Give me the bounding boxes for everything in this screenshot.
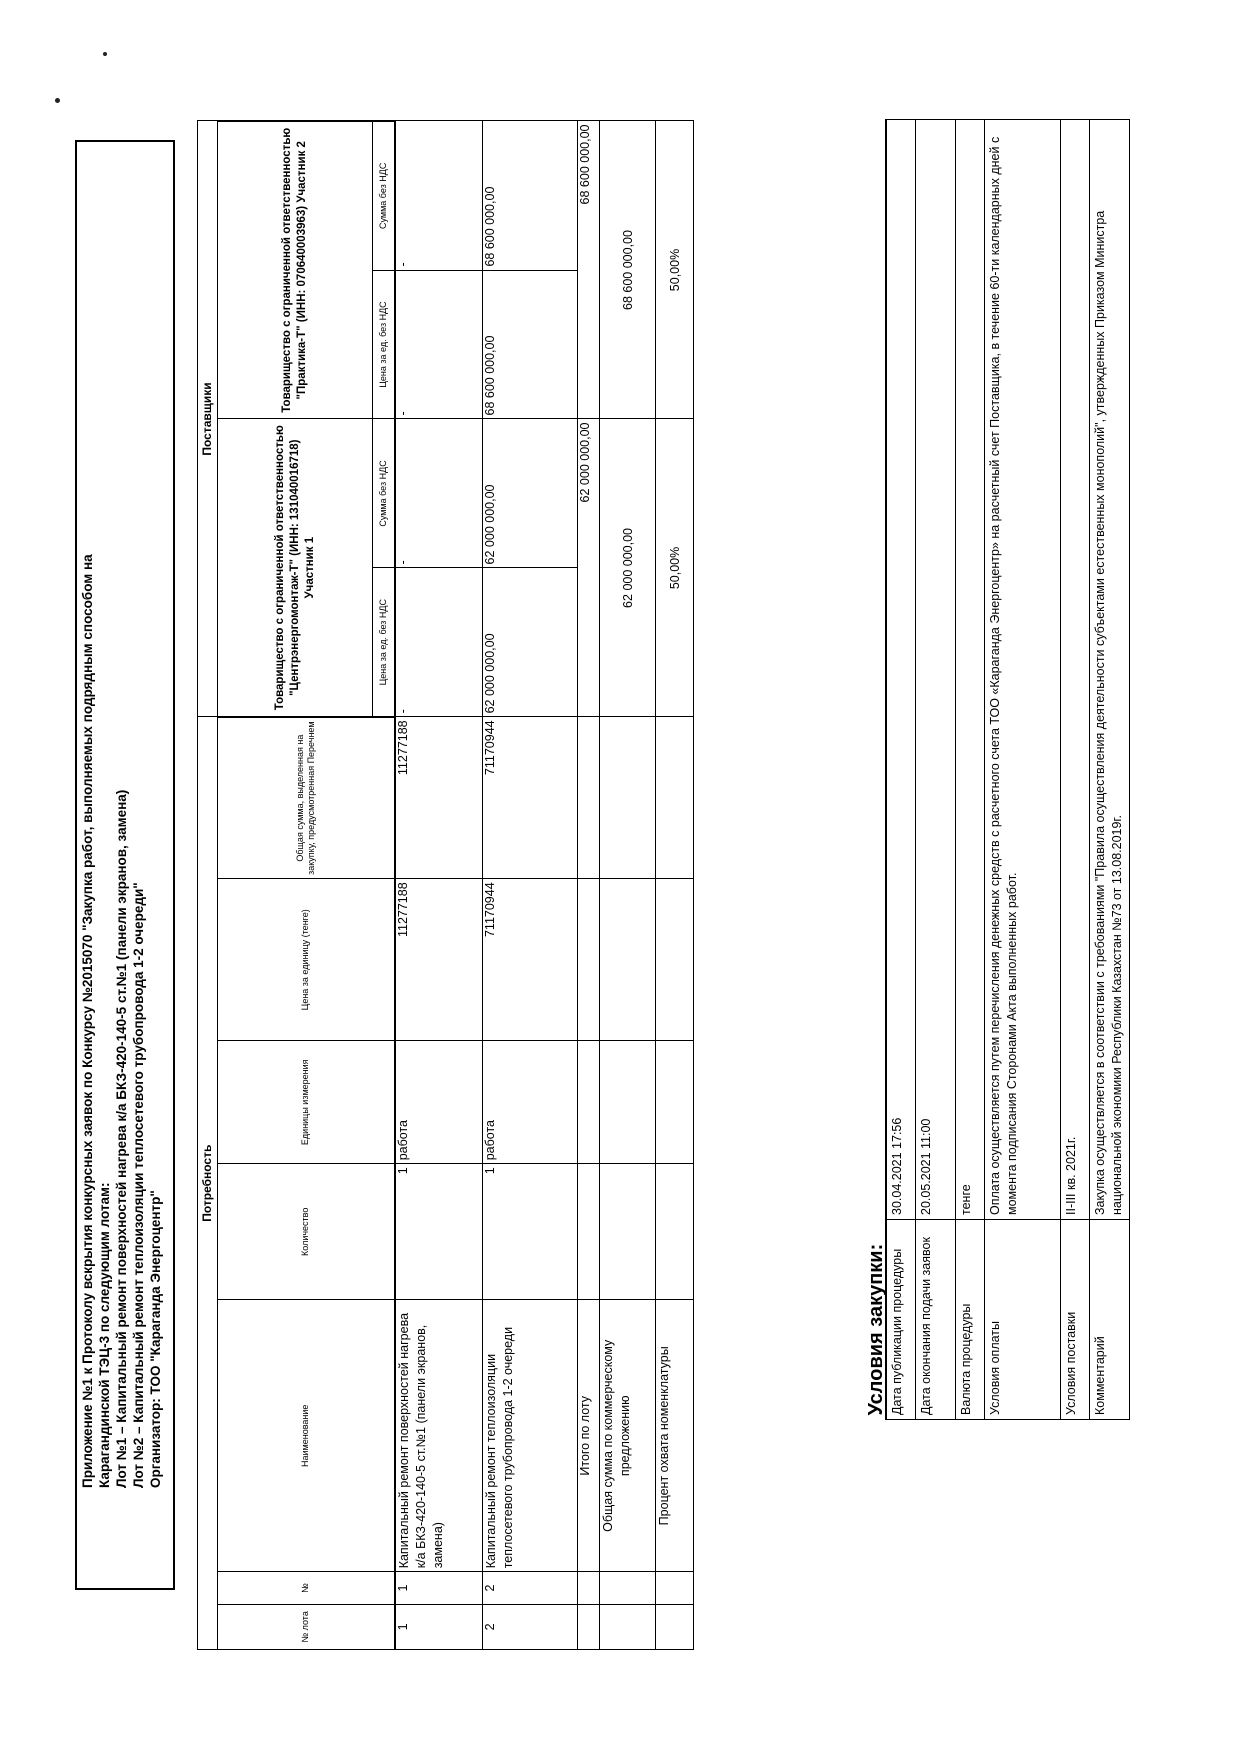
cell-num: 1 — [395, 1572, 483, 1604]
cell-s2-price: - — [395, 270, 483, 419]
procurement-conditions — [855, 119, 1130, 1420]
condition-value: Оплата осуществляется путем перечисления денежных средств с расчетного счета ТОО «Караганда Энергоцентр» на расчетный счет Поставщика, в течение 60-ти календарных дней с момента подписания Сторонами Акта выполненных работ. — [985, 119, 1061, 1219]
condition-value: 20.05.2021 11:00 — [916, 119, 956, 1219]
bids-table — [197, 120, 694, 1650]
condition-row — [916, 119, 956, 1419]
col-lot: № лота — [218, 1604, 395, 1649]
commercial-s1: 62 000 000,00 — [600, 419, 656, 717]
condition-value: 30.04.2021 17:56 — [886, 119, 916, 1219]
header-line: Приложение №1 к Протоколу вскрытия конкурсных заявок по Конкурсу №2015070 "Закупка работ, выполняемых подрядным способом на — [80, 554, 95, 1488]
cell-total: 11277188 — [395, 717, 483, 879]
sub-price-1: Цена за ед. без НДС — [373, 568, 395, 717]
col-num: № — [218, 1572, 395, 1604]
condition-row — [956, 119, 985, 1419]
col-qty: Количество — [218, 1164, 395, 1300]
scan-speck — [55, 98, 60, 103]
commercial-s2: 68 600 000,00 — [600, 121, 656, 419]
coverage-row — [656, 121, 694, 1650]
sub-sum-2: Сумма без НДС — [373, 121, 395, 270]
cell-name: Капитальный ремонт поверхностей нагрева к/а БКЗ-420-140-5 ст.№1 (панели экранов, замена) — [395, 1300, 483, 1572]
condition-row — [886, 119, 916, 1419]
condition-value: Закупка осуществляется в соответствии с требованиями "Правила осуществления деятельности субъектами естественных монополий", утвержденных Приказом Министра национальной экономики Республики Казахстан №73 от 13.08.2019г. — [1090, 119, 1130, 1219]
cell-qty: 1 — [483, 1164, 578, 1300]
coverage-s2: 50,00% — [656, 121, 694, 419]
coverage-label: Процент охвата номенклатуры — [656, 1300, 694, 1572]
lot-total-s1: 62 000 000,00 — [578, 419, 600, 717]
col-price: Цена за единицу (тенге) — [218, 879, 395, 1041]
cell-qty: 1 — [395, 1164, 483, 1300]
conditions-title: Условия закупки: — [865, 1243, 887, 1416]
condition-row — [985, 119, 1061, 1419]
cell-unit: работа — [483, 1041, 578, 1164]
condition-label: Комментарий — [1090, 1220, 1130, 1420]
sub-sum-1: Сумма без НДС — [373, 419, 395, 568]
commercial-row — [600, 121, 656, 1650]
cell-unit: работа — [395, 1041, 483, 1164]
header-line: Организатор: ТОО "Караганда Энергоцентр" — [148, 1190, 163, 1488]
table-row — [483, 121, 578, 1650]
lot-total-label: Итого по лоту — [578, 1300, 600, 1572]
group-need: Потребность — [198, 717, 218, 1650]
cell-lot: 1 — [395, 1604, 483, 1649]
condition-value: II-III кв. 2021г. — [1061, 119, 1090, 1219]
lot-total-s2: 68 600 000,00 — [578, 121, 600, 419]
cell-s1-sum: - — [395, 419, 483, 568]
table-row — [395, 121, 483, 1650]
condition-value: тенге — [956, 119, 985, 1219]
cell-s1-sum: 62 000 000,00 — [483, 419, 578, 568]
header-line: Лот №2 – Капитальный ремонт теплоизоляции теплосетевого трубопровода 1-2 очереди" — [131, 882, 146, 1488]
document-header — [75, 140, 175, 1590]
condition-label: Валюта процедуры — [956, 1220, 985, 1420]
cell-s1-price: - — [395, 568, 483, 717]
cell-s2-sum: - — [395, 121, 483, 270]
group-suppliers: Поставщики — [198, 121, 218, 717]
cell-lot: 2 — [483, 1604, 578, 1649]
header-line: Лот №1 – Капитальный ремонт поверхностей нагрева к/а БКЗ-420-140-5 ст.№1 (панели экранов, замена) — [114, 789, 129, 1488]
condition-row — [1061, 119, 1090, 1419]
condition-label: Условия поставки — [1061, 1220, 1090, 1420]
col-unit: Единицы измерения — [218, 1041, 395, 1164]
cell-price: 71170944 — [483, 879, 578, 1041]
lot-total-row — [578, 121, 600, 1650]
sub-price-2: Цена за ед. без НДС — [373, 270, 395, 419]
header-line: Карагандинской ТЭЦ-3 по следующим лотам: — [97, 1182, 112, 1488]
cell-name: Капитальный ремонт теплоизоляции теплосетевого трубопровода 1-2 очереди — [483, 1300, 578, 1572]
cell-total: 71170944 — [483, 717, 578, 879]
supplier-2-header: Товарищество с ограниченной ответственностью "Практика-Т" (ИНН: 070640003963) Участник 2 — [218, 121, 373, 419]
supplier-1-header: Товарищество с ограниченной ответственностью "Центрэнергомонтаж-Т" (ИНН: 131040016718) Участник 1 — [218, 419, 373, 717]
cell-price: 11277188 — [395, 879, 483, 1041]
cell-s2-price: 68 600 000,00 — [483, 270, 578, 419]
cell-s2-sum: 68 600 000,00 — [483, 121, 578, 270]
cell-s1-price: 62 000 000,00 — [483, 568, 578, 717]
condition-row — [1090, 119, 1130, 1419]
col-total: Общая сумма, выделенная на закупку, предусмотренная Перечнем — [218, 717, 395, 879]
condition-label: Условия оплаты — [985, 1220, 1061, 1420]
cell-num: 2 — [483, 1572, 578, 1604]
col-name: Наименование — [218, 1300, 395, 1572]
commercial-label: Общая сумма по коммерческому предложению — [600, 1300, 656, 1572]
condition-label: Дата окончания подачи заявок — [916, 1220, 956, 1420]
coverage-s1: 50,00% — [656, 419, 694, 717]
condition-label: Дата публикации процедуры — [886, 1220, 916, 1420]
rotated-sheet — [75, 0, 1165, 1650]
